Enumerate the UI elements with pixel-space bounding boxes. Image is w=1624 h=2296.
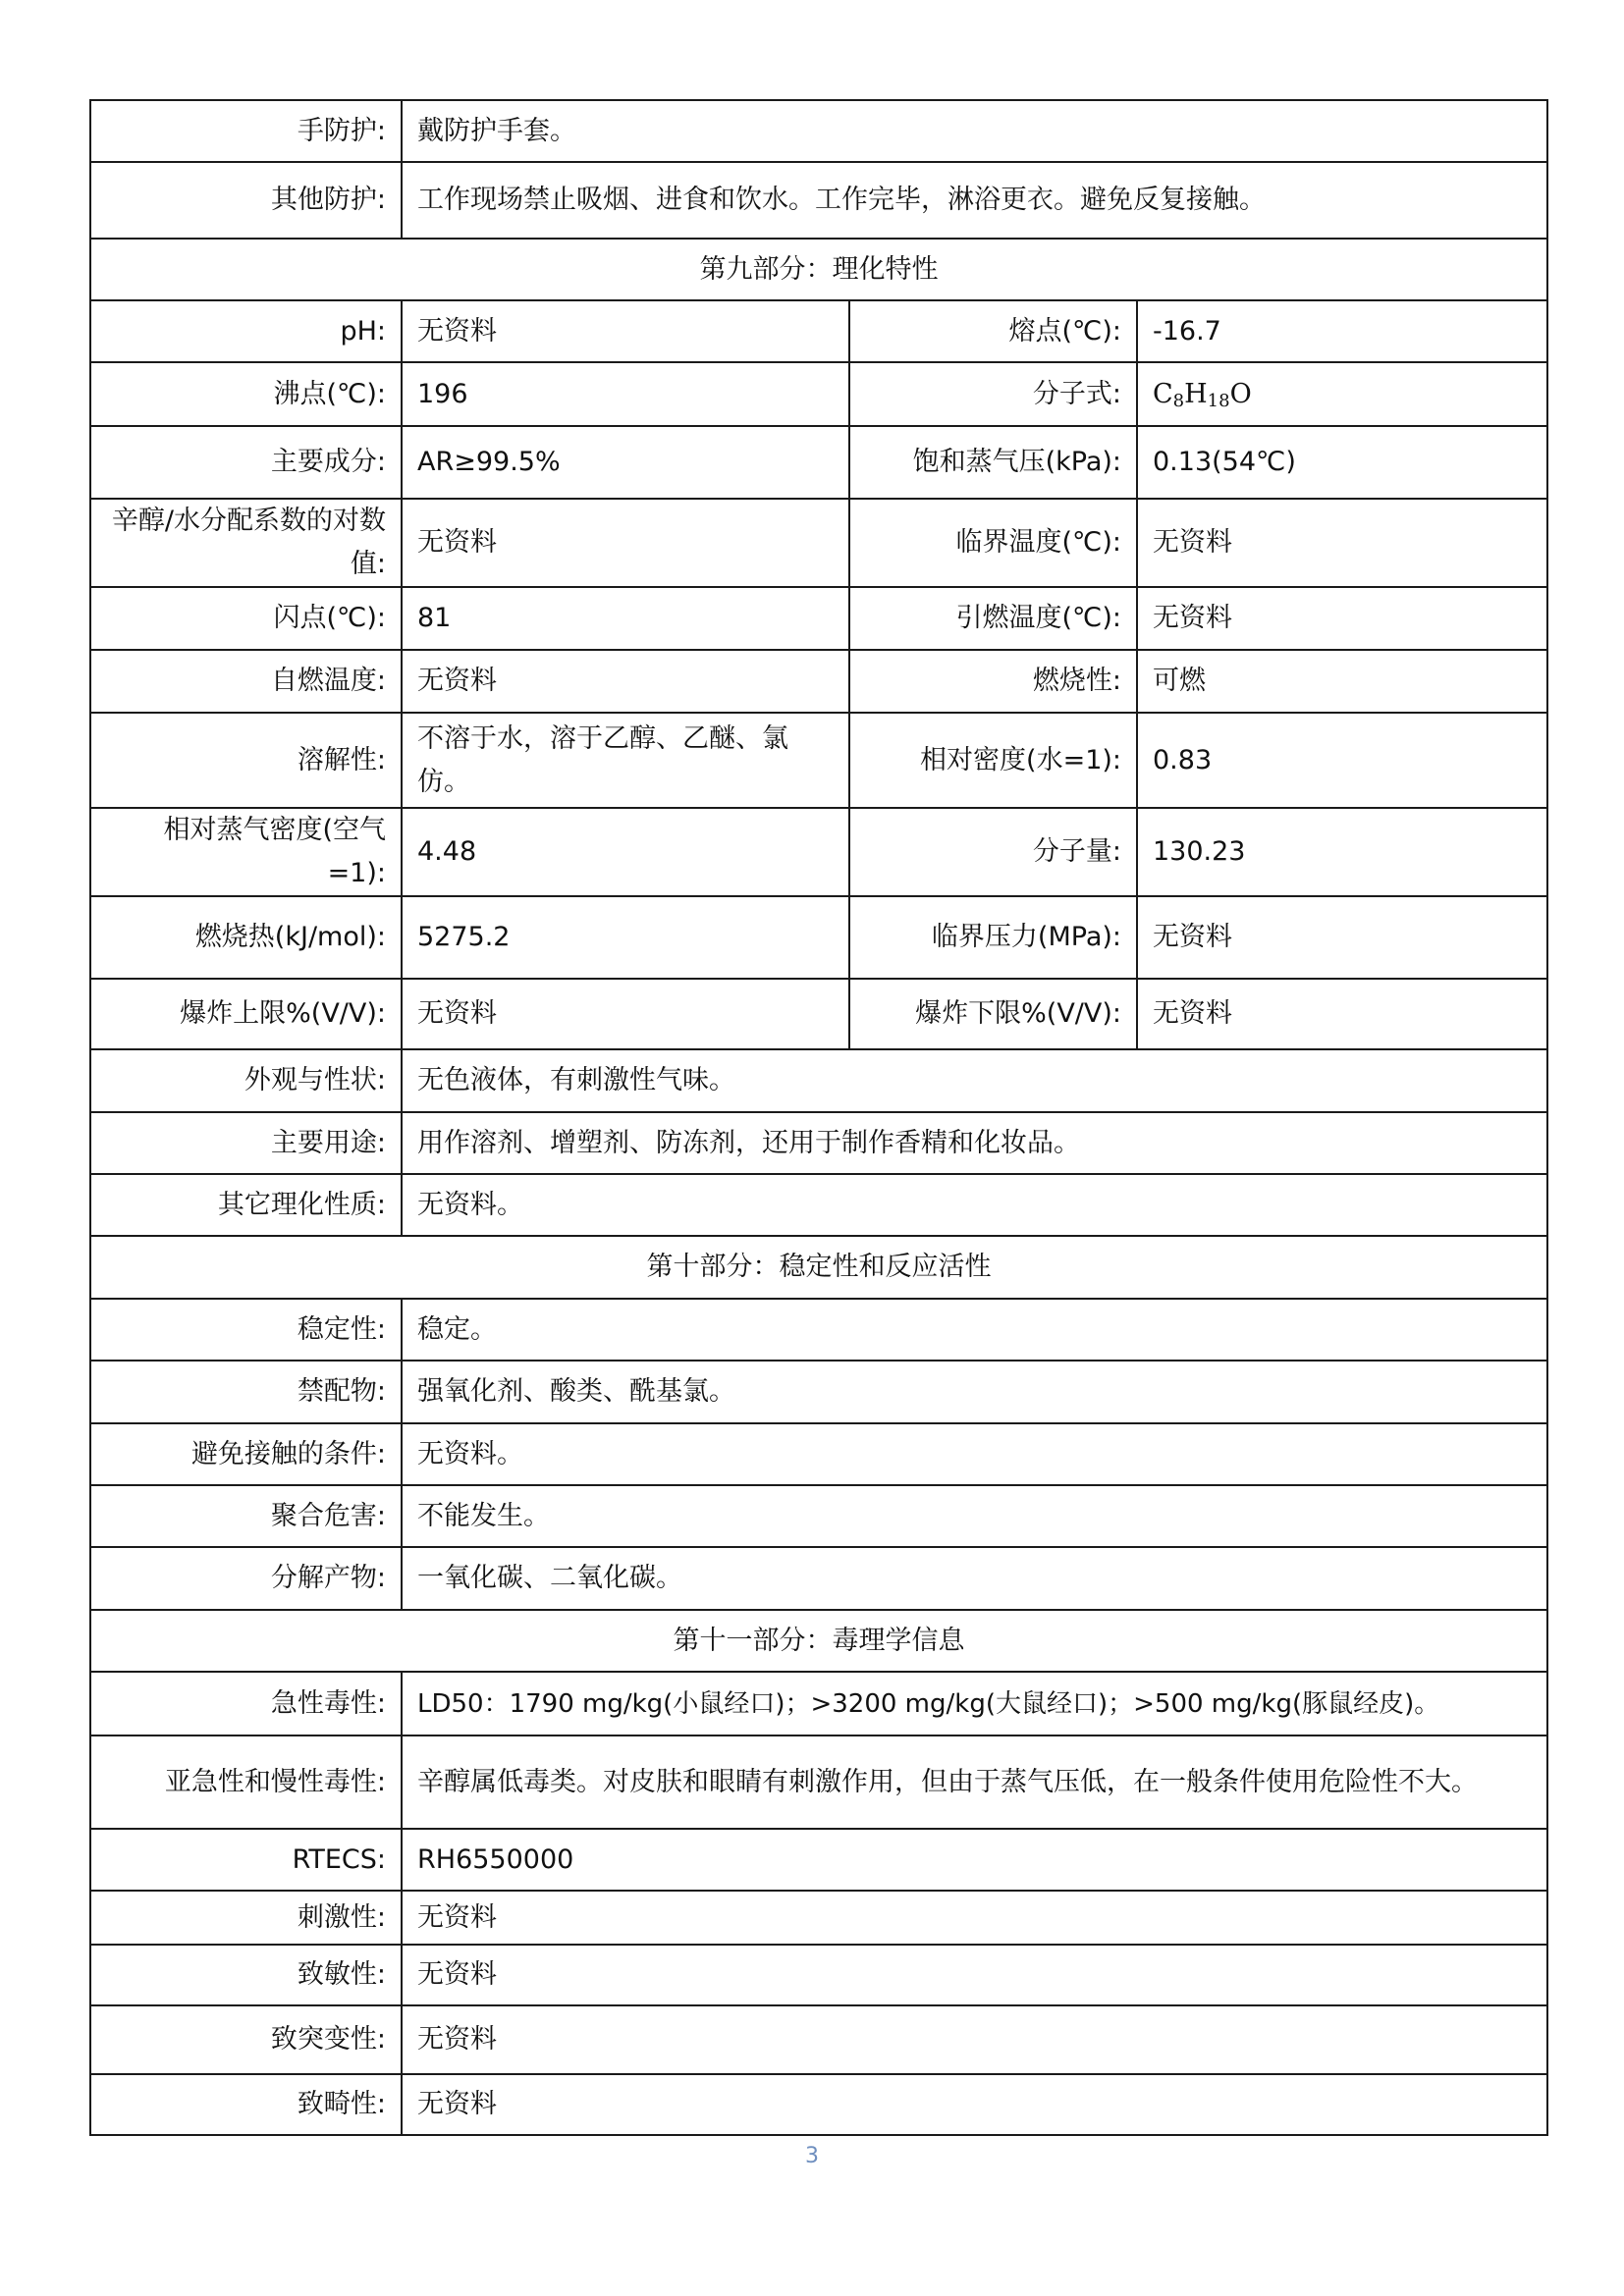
table-row bbox=[90, 1891, 1547, 1945]
table-row bbox=[90, 1829, 1547, 1891]
melting-point-value: -16.7 bbox=[1137, 300, 1547, 362]
heat-of-combustion-label: 燃烧热(kJ/mol): bbox=[90, 896, 402, 979]
irritation-label: 刺激性: bbox=[90, 1891, 402, 1945]
table-row bbox=[90, 1485, 1547, 1547]
table-row bbox=[90, 1112, 1547, 1174]
flammability-value: 可燃 bbox=[1137, 650, 1547, 713]
critical-temperature-label: 临界温度(℃): bbox=[849, 499, 1137, 587]
autoignition-temperature-label: 自燃温度: bbox=[90, 650, 402, 713]
main-component-value: AR≥99.5% bbox=[402, 426, 849, 499]
boiling-point-value: 196 bbox=[402, 362, 849, 426]
upper-explosion-limit-value: 无资料 bbox=[402, 979, 849, 1049]
main-uses-label: 主要用途: bbox=[90, 1112, 402, 1174]
flash-point-value: 81 bbox=[402, 587, 849, 650]
molecular-formula-value bbox=[1137, 362, 1547, 426]
chronic-toxicity-value: 辛醇属低毒类。对皮肤和眼睛有刺激作用，但由于蒸气压低，在一般条件使用危险性不大。 bbox=[402, 1735, 1547, 1829]
page-number: 3 bbox=[805, 2144, 819, 2168]
lower-explosion-limit-label: 爆炸下限%(V/V): bbox=[849, 979, 1137, 1049]
table-row bbox=[90, 300, 1547, 362]
decomposition-products-value: 一氧化碳、二氧化碳。 bbox=[402, 1547, 1547, 1610]
chronic-toxicity-label: 亚急性和慢性毒性: bbox=[90, 1735, 402, 1829]
molecular-weight-label: 分子量: bbox=[849, 808, 1137, 896]
appearance-value: 无色液体，有刺激性气味。 bbox=[402, 1049, 1547, 1112]
table-row bbox=[90, 1174, 1547, 1236]
flash-point-label: 闪点(℃): bbox=[90, 587, 402, 650]
critical-pressure-value: 无资料 bbox=[1137, 896, 1547, 979]
table-row bbox=[90, 1049, 1547, 1112]
table-row bbox=[90, 1945, 1547, 2005]
acute-toxicity-value: LD50：1790 mg/kg(小鼠经口)；>3200 mg/kg(大鼠经口)；>500 mg/kg(豚鼠经皮)。 bbox=[402, 1672, 1547, 1735]
relative-density-label: 相对密度(水=1): bbox=[849, 713, 1137, 808]
table-row bbox=[90, 713, 1547, 808]
polymerization-hazard-value: 不能发生。 bbox=[402, 1485, 1547, 1547]
irritation-value: 无资料 bbox=[402, 1891, 1547, 1945]
acute-toxicity-label: 急性毒性: bbox=[90, 1672, 402, 1735]
table-row bbox=[90, 1299, 1547, 1361]
table-row bbox=[90, 587, 1547, 650]
table-row bbox=[90, 162, 1547, 239]
lower-explosion-limit-value: 无资料 bbox=[1137, 979, 1547, 1049]
appearance-label: 外观与性状: bbox=[90, 1049, 402, 1112]
molecular-weight-value: 130.23 bbox=[1137, 808, 1547, 896]
conditions-to-avoid-value: 无资料。 bbox=[402, 1423, 1547, 1485]
section9-title: 第九部分：理化特性 bbox=[90, 239, 1547, 300]
rtecs-value: RH6550000 bbox=[402, 1829, 1547, 1891]
formula-h: H bbox=[1184, 378, 1208, 409]
mutagenicity-value: 无资料 bbox=[402, 2005, 1547, 2074]
molecular-formula-label: 分子式: bbox=[849, 362, 1137, 426]
table-row bbox=[90, 1672, 1547, 1735]
table-row bbox=[90, 1547, 1547, 1610]
table-row bbox=[90, 100, 1547, 162]
autoignition-temperature-value: 无资料 bbox=[402, 650, 849, 713]
section11-title: 第十一部分：毒理学信息 bbox=[90, 1610, 1547, 1672]
upper-explosion-limit-label: 爆炸上限%(V/V): bbox=[90, 979, 402, 1049]
hand-protection-value: 戴防护手套。 bbox=[402, 100, 1547, 162]
table-row bbox=[90, 808, 1547, 896]
section10-title: 第十部分：稳定性和反应活性 bbox=[90, 1236, 1547, 1299]
stability-label: 稳定性: bbox=[90, 1299, 402, 1361]
table-row bbox=[90, 1423, 1547, 1485]
table-row bbox=[90, 2074, 1547, 2135]
ignition-temperature-value: 无资料 bbox=[1137, 587, 1547, 650]
formula-h-count: 18 bbox=[1207, 390, 1230, 411]
vapor-density-label: 相对蒸气密度(空气=1): bbox=[90, 808, 402, 896]
conditions-to-avoid-label: 避免接触的条件: bbox=[90, 1423, 402, 1485]
other-protection-label: 其他防护: bbox=[90, 162, 402, 239]
incompatible-materials-value: 强氧化剂、酸类、酰基氯。 bbox=[402, 1361, 1547, 1423]
rtecs-label: RTECS: bbox=[90, 1829, 402, 1891]
relative-density-value: 0.83 bbox=[1137, 713, 1547, 808]
section-header-row bbox=[90, 239, 1547, 300]
mutagenicity-label: 致突变性: bbox=[90, 2005, 402, 2074]
main-component-label: 主要成分: bbox=[90, 426, 402, 499]
sensitization-value: 无资料 bbox=[402, 1945, 1547, 2005]
other-protection-value: 工作现场禁止吸烟、进食和饮水。工作完毕，淋浴更衣。避免反复接触。 bbox=[402, 162, 1547, 239]
vapor-pressure-value: 0.13(54℃) bbox=[1137, 426, 1547, 499]
main-uses-value: 用作溶剂、增塑剂、防冻剂，还用于制作香精和化妆品。 bbox=[402, 1112, 1547, 1174]
table-row bbox=[90, 979, 1547, 1049]
hand-protection-label: 手防护: bbox=[90, 100, 402, 162]
vapor-pressure-label: 饱和蒸气压(kPa): bbox=[849, 426, 1137, 499]
ph-label: pH: bbox=[90, 300, 402, 362]
table-row bbox=[90, 1361, 1547, 1423]
table-row bbox=[90, 2005, 1547, 2074]
section-header-row bbox=[90, 1610, 1547, 1672]
teratogenicity-label: 致畸性: bbox=[90, 2074, 402, 2135]
table-row bbox=[90, 896, 1547, 979]
formula-c-count: 8 bbox=[1172, 390, 1185, 411]
solubility-label: 溶解性: bbox=[90, 713, 402, 808]
critical-temperature-value: 无资料 bbox=[1137, 499, 1547, 587]
other-properties-value: 无资料。 bbox=[402, 1174, 1547, 1236]
critical-pressure-label: 临界压力(MPa): bbox=[849, 896, 1137, 979]
sensitization-label: 致敏性: bbox=[90, 1945, 402, 2005]
melting-point-label: 熔点(℃): bbox=[849, 300, 1137, 362]
vapor-density-value: 4.48 bbox=[402, 808, 849, 896]
partition-coefficient-value: 无资料 bbox=[402, 499, 849, 587]
flammability-label: 燃烧性: bbox=[849, 650, 1137, 713]
solubility-value: 不溶于水，溶于乙醇、乙醚、氯仿。 bbox=[402, 713, 849, 808]
boiling-point-label: 沸点(℃): bbox=[90, 362, 402, 426]
formula-o: O bbox=[1229, 378, 1252, 409]
msds-table bbox=[89, 99, 1548, 2136]
polymerization-hazard-label: 聚合危害: bbox=[90, 1485, 402, 1547]
heat-of-combustion-value: 5275.2 bbox=[402, 896, 849, 979]
stability-value: 稳定。 bbox=[402, 1299, 1547, 1361]
teratogenicity-value: 无资料 bbox=[402, 2074, 1547, 2135]
table-row bbox=[90, 362, 1547, 426]
section-header-row bbox=[90, 1236, 1547, 1299]
other-properties-label: 其它理化性质: bbox=[90, 1174, 402, 1236]
formula-c: C bbox=[1153, 378, 1173, 409]
ignition-temperature-label: 引燃温度(℃): bbox=[849, 587, 1137, 650]
table-row bbox=[90, 1735, 1547, 1829]
partition-coefficient-label: 辛醇/水分配系数的对数值: bbox=[90, 499, 402, 587]
incompatible-materials-label: 禁配物: bbox=[90, 1361, 402, 1423]
decomposition-products-label: 分解产物: bbox=[90, 1547, 402, 1610]
table-row bbox=[90, 650, 1547, 713]
ph-value: 无资料 bbox=[402, 300, 849, 362]
table-row bbox=[90, 426, 1547, 499]
table-row bbox=[90, 499, 1547, 587]
